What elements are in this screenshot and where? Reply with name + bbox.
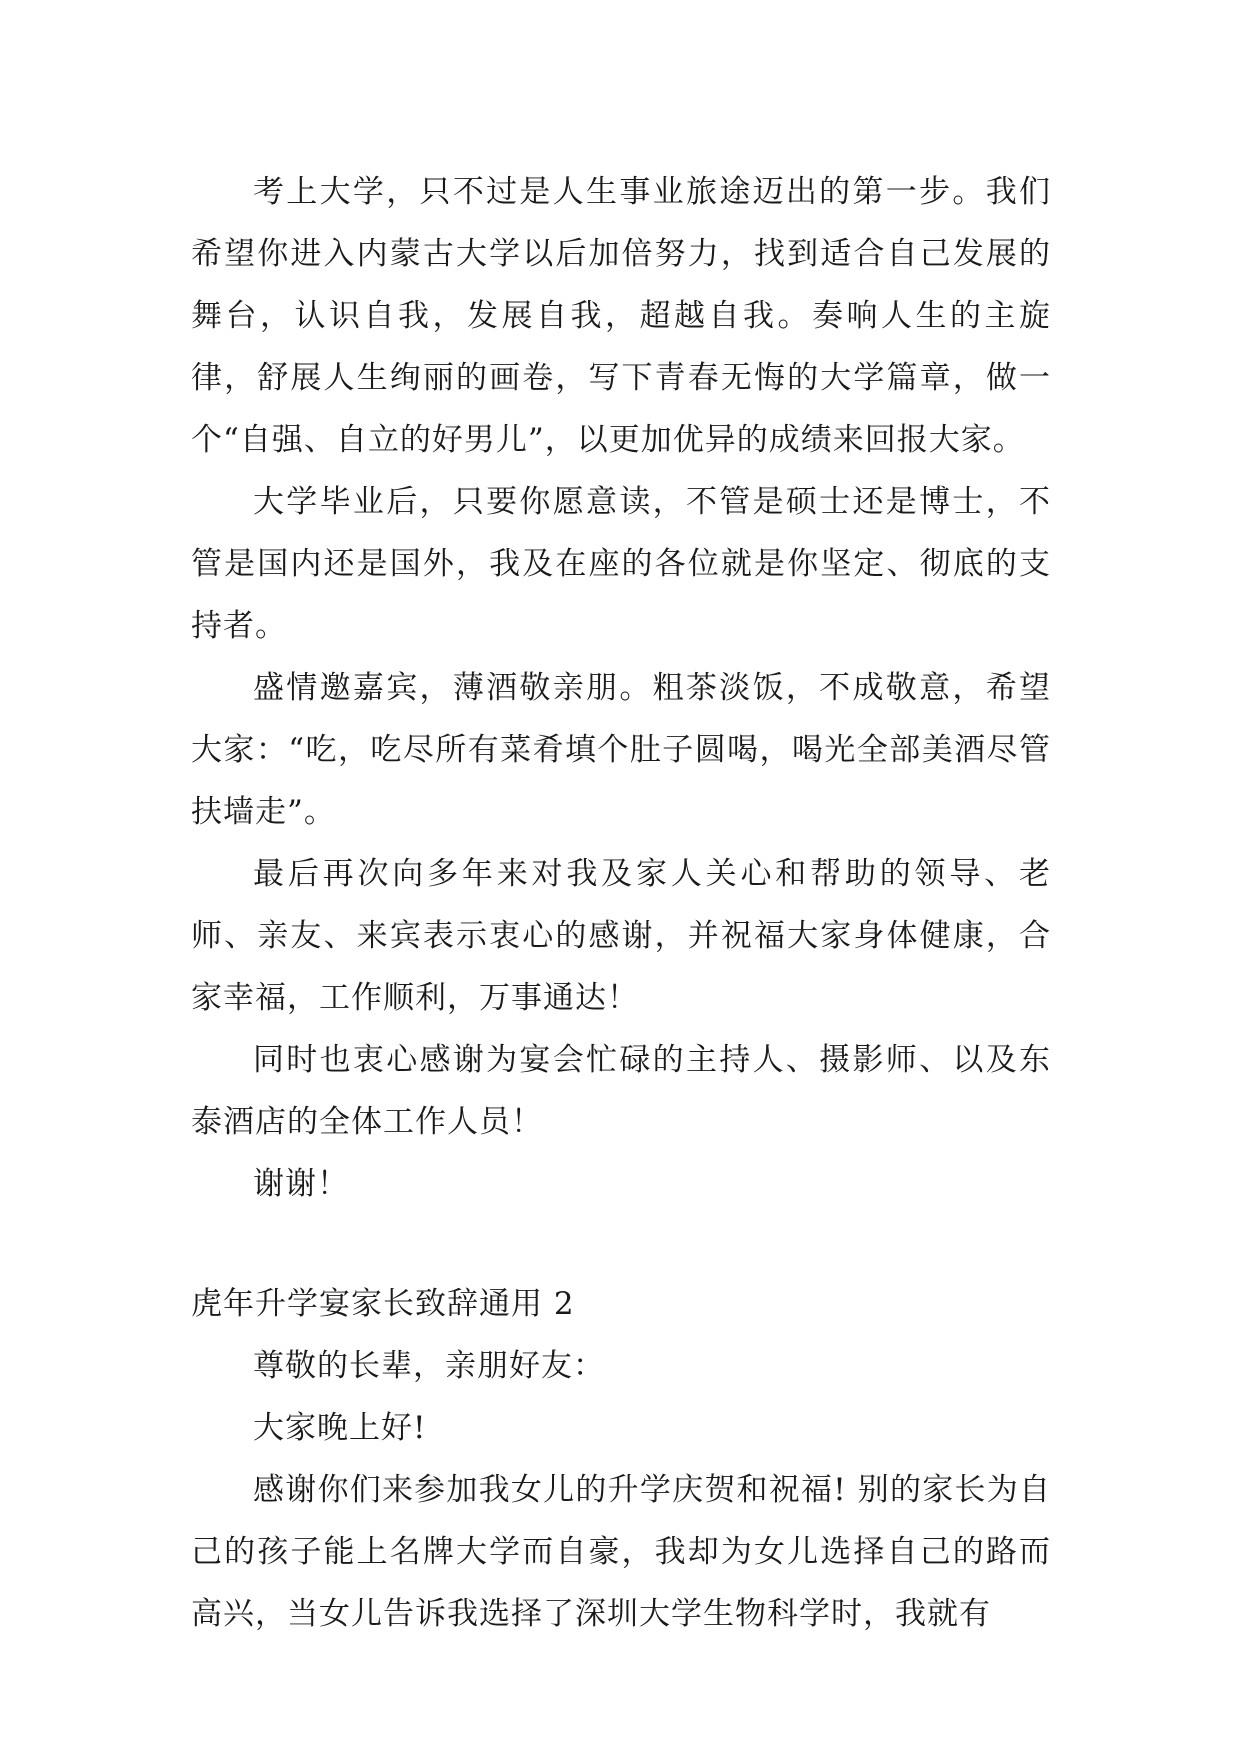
- paragraph: 大学毕业后，只要你愿意读，不管是硕士还是博士，不管是国内还是国外，我及在座的各位就是你坚定、彻底的支持者。: [191, 484, 1051, 644]
- paragraph: 谢谢！: [253, 1166, 349, 1202]
- greeting: 大家晚上好!: [253, 1410, 427, 1446]
- salutation: 尊敬的长辈，亲朋好友：: [253, 1348, 605, 1384]
- paragraph: 同时也衷心感谢为宴会忙碌的主持人、摄影师、以及东泰酒店的全体工作人员！: [191, 1042, 1051, 1140]
- section-heading: 虎年升学宴家长致辞通用 2: [191, 1286, 575, 1322]
- paragraph: 感谢你们来参加我女儿的升学庆贺和祝福! 别的家长为自己的孩子能上名牌大学而自豪，我却为女儿选择自己的路而高兴，当女儿告诉我选择了深圳大学生物科学时，我就有: [191, 1472, 1051, 1632]
- paragraph: 盛情邀嘉宾，薄酒敬亲朋。粗茶淡饭，不成敬意，希望大家：“吃，吃尽所有菜肴填个肚子圆喝，喝光全部美酒尽管扶墙走”。: [191, 670, 1051, 830]
- document-body: [191, 161, 1051, 1645]
- paragraph: 最后再次向多年来对我及家人关心和帮助的领导、老师、亲友、来宾表示衷心的感谢，并祝福大家身体健康，合家幸福，工作顺利，万事通达！: [191, 856, 1051, 1016]
- paragraph: 考上大学，只不过是人生事业旅途迈出的第一步。我们希望你进入内蒙古大学以后加倍努力，找到适合自己发展的舞台，认识自我，发展自我，超越自我。奏响人生的主旋律，舒展人生绚丽的画卷，写下青春无悔的大学篇章，做一个“自强、自立的好男儿”，以更加优异的成绩来回报大家。: [191, 174, 1051, 458]
